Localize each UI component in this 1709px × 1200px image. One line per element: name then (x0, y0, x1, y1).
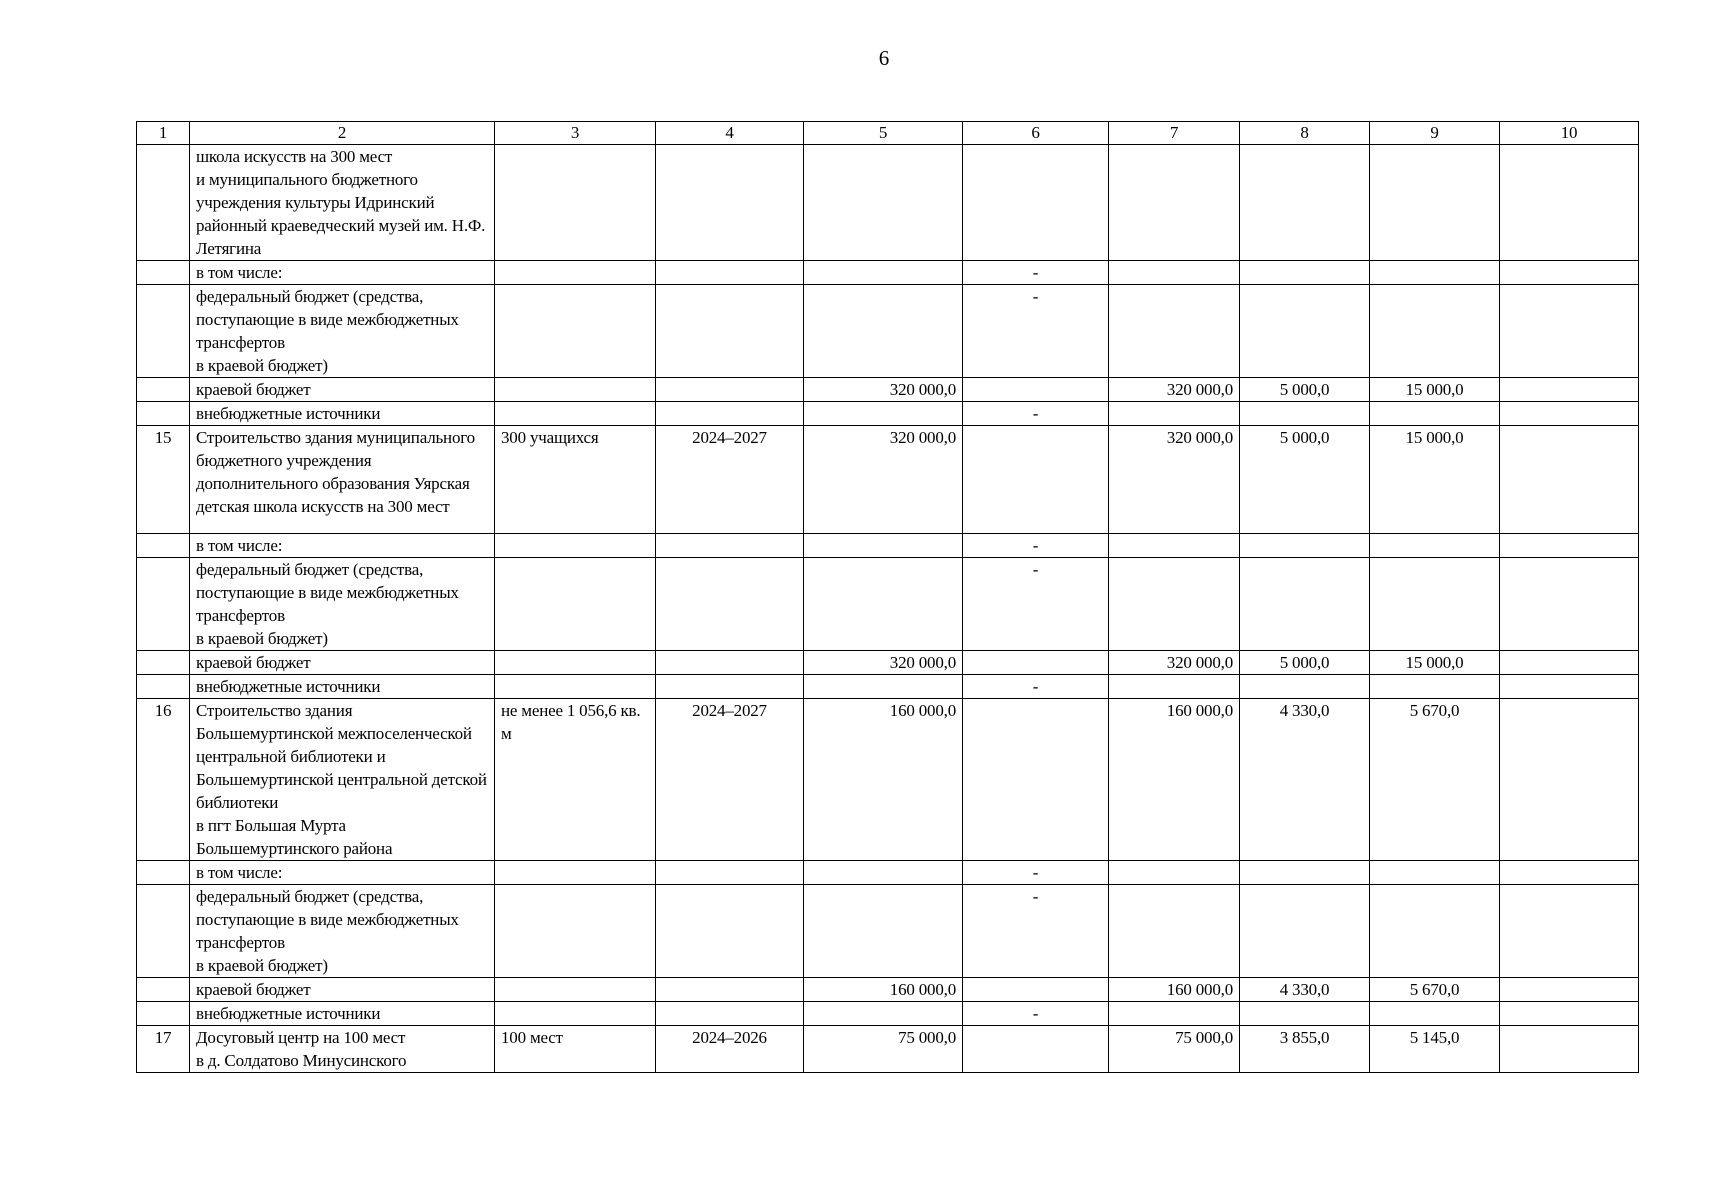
page-number: 6 (878, 46, 890, 70)
col9-cell (1370, 861, 1500, 885)
description-cell: внебюджетные источники (190, 402, 495, 426)
row-number-cell (137, 675, 190, 699)
capacity-cell (495, 885, 656, 978)
capacity-cell (495, 378, 656, 402)
description-cell: Строительство здания Большемуртинской межпоселенческой центральной библиотеки и Большемуртинской центральной детской библиотеки в пгт Большая Мурта Большемуртинского района (190, 699, 495, 861)
col8-cell: 4 330,0 (1240, 978, 1370, 1002)
capacity-cell (495, 558, 656, 651)
description-cell: федеральный бюджет (средства, поступающие в виде межбюджетных трансфертов в краевой бюджет) (190, 285, 495, 378)
col8-cell: 5 000,0 (1240, 378, 1370, 402)
col10-cell (1500, 861, 1639, 885)
col8-cell: 5 000,0 (1240, 651, 1370, 675)
col10-cell (1500, 1026, 1639, 1073)
column-header: 4 (656, 122, 804, 145)
capacity-cell (495, 861, 656, 885)
table-row (137, 651, 1639, 675)
period-cell (656, 378, 804, 402)
table-body (137, 145, 1639, 1073)
col6-cell (963, 378, 1109, 402)
capacity-cell (495, 978, 656, 1002)
description-cell: школа искусств на 300 мест и муниципального бюджетного учреждения культуры Идринский районный краеведческий музей им. Н.Ф. Летягина (190, 145, 495, 261)
period-cell (656, 402, 804, 426)
row-number-cell (137, 978, 190, 1002)
description-cell: краевой бюджет (190, 378, 495, 402)
col5-cell (804, 861, 963, 885)
col5-cell: 160 000,0 (804, 699, 963, 861)
period-cell: 2024–2027 (656, 699, 804, 861)
col7-cell: 160 000,0 (1109, 699, 1240, 861)
col10-cell (1500, 145, 1639, 261)
row-number-cell (137, 378, 190, 402)
col6-cell (963, 651, 1109, 675)
row-number-cell: 15 (137, 426, 190, 534)
col5-cell (804, 402, 963, 426)
col7-cell (1109, 885, 1240, 978)
row-number-cell (137, 534, 190, 558)
column-header: 3 (495, 122, 656, 145)
col9-cell: 15 000,0 (1370, 651, 1500, 675)
col6-cell: - (963, 261, 1109, 285)
col5-cell (804, 534, 963, 558)
col5-cell (804, 1002, 963, 1026)
header-row (137, 122, 1639, 145)
row-number-cell (137, 885, 190, 978)
row-number-cell (137, 558, 190, 651)
capacity-cell (495, 534, 656, 558)
col10-cell (1500, 558, 1639, 651)
row-number-cell: 17 (137, 1026, 190, 1073)
col6-cell: - (963, 402, 1109, 426)
period-cell (656, 1002, 804, 1026)
table-row (137, 285, 1639, 378)
col7-cell: 320 000,0 (1109, 426, 1240, 534)
row-number-cell: 16 (137, 699, 190, 861)
col8-cell (1240, 534, 1370, 558)
table-row (137, 426, 1639, 534)
col5-cell (804, 285, 963, 378)
col7-cell (1109, 861, 1240, 885)
col7-cell: 320 000,0 (1109, 651, 1240, 675)
col5-cell: 320 000,0 (804, 651, 963, 675)
col8-cell: 3 855,0 (1240, 1026, 1370, 1073)
col5-cell: 320 000,0 (804, 378, 963, 402)
col9-cell (1370, 1002, 1500, 1026)
col10-cell (1500, 285, 1639, 378)
description-cell: краевой бюджет (190, 651, 495, 675)
column-header: 10 (1500, 122, 1639, 145)
col9-cell (1370, 885, 1500, 978)
description-cell: в том числе: (190, 534, 495, 558)
col9-cell (1370, 558, 1500, 651)
table-row (137, 1002, 1639, 1026)
period-cell: 2024–2027 (656, 426, 804, 534)
column-header: 1 (137, 122, 190, 145)
col6-cell: - (963, 285, 1109, 378)
col7-cell (1109, 558, 1240, 651)
col8-cell (1240, 1002, 1370, 1026)
table-row (137, 675, 1639, 699)
table-row (137, 261, 1639, 285)
col7-cell (1109, 285, 1240, 378)
col6-cell (963, 426, 1109, 534)
col5-cell: 320 000,0 (804, 426, 963, 534)
period-cell (656, 675, 804, 699)
col5-cell (804, 558, 963, 651)
col8-cell (1240, 285, 1370, 378)
table-row (137, 534, 1639, 558)
col5-cell (804, 885, 963, 978)
row-number-cell (137, 145, 190, 261)
period-cell (656, 261, 804, 285)
period-cell (656, 285, 804, 378)
col5-cell (804, 261, 963, 285)
col8-cell (1240, 558, 1370, 651)
col10-cell (1500, 378, 1639, 402)
col10-cell (1500, 261, 1639, 285)
description-cell: в том числе: (190, 861, 495, 885)
col7-cell: 75 000,0 (1109, 1026, 1240, 1073)
capacity-cell (495, 675, 656, 699)
table-row (137, 885, 1639, 978)
table-row (137, 978, 1639, 1002)
col6-cell: - (963, 861, 1109, 885)
table-row (137, 378, 1639, 402)
col6-cell: - (963, 885, 1109, 978)
row-number-cell (137, 285, 190, 378)
col7-cell (1109, 534, 1240, 558)
col10-cell (1500, 699, 1639, 861)
col9-cell: 15 000,0 (1370, 426, 1500, 534)
description-cell: внебюджетные источники (190, 1002, 495, 1026)
column-header: 2 (190, 122, 495, 145)
row-number-cell (137, 651, 190, 675)
col9-cell: 15 000,0 (1370, 378, 1500, 402)
row-number-cell (137, 402, 190, 426)
col9-cell (1370, 402, 1500, 426)
description-cell: в том числе: (190, 261, 495, 285)
col5-cell (804, 675, 963, 699)
col8-cell (1240, 145, 1370, 261)
description-cell: краевой бюджет (190, 978, 495, 1002)
description-cell: внебюджетные источники (190, 675, 495, 699)
col10-cell (1500, 651, 1639, 675)
description-cell: федеральный бюджет (средства, поступающие в виде межбюджетных трансфертов в краевой бюджет) (190, 885, 495, 978)
capacity-cell (495, 261, 656, 285)
col8-cell (1240, 402, 1370, 426)
table-row (137, 558, 1639, 651)
col10-cell (1500, 534, 1639, 558)
period-cell (656, 534, 804, 558)
period-cell (656, 558, 804, 651)
col8-cell (1240, 861, 1370, 885)
col7-cell: 160 000,0 (1109, 978, 1240, 1002)
col6-cell: - (963, 558, 1109, 651)
capacity-cell (495, 145, 656, 261)
col8-cell (1240, 261, 1370, 285)
row-number-cell (137, 1002, 190, 1026)
col8-cell (1240, 675, 1370, 699)
capacity-cell: не менее 1 056,6 кв. м (495, 699, 656, 861)
col6-cell (963, 145, 1109, 261)
col6-cell (963, 1026, 1109, 1073)
column-header: 8 (1240, 122, 1370, 145)
col10-cell (1500, 402, 1639, 426)
col10-cell (1500, 426, 1639, 534)
row-number-cell (137, 861, 190, 885)
col7-cell (1109, 402, 1240, 426)
capacity-cell (495, 1002, 656, 1026)
capacity-cell: 300 учащихся (495, 426, 656, 534)
period-cell: 2024–2026 (656, 1026, 804, 1073)
col9-cell (1370, 285, 1500, 378)
period-cell (656, 651, 804, 675)
period-cell (656, 978, 804, 1002)
capacity-cell (495, 402, 656, 426)
col7-cell (1109, 145, 1240, 261)
column-header: 7 (1109, 122, 1240, 145)
capacity-cell (495, 285, 656, 378)
row-number-cell (137, 261, 190, 285)
column-header: 5 (804, 122, 963, 145)
col9-cell: 5 145,0 (1370, 1026, 1500, 1073)
capacity-cell (495, 651, 656, 675)
col6-cell (963, 978, 1109, 1002)
col7-cell (1109, 1002, 1240, 1026)
col8-cell: 4 330,0 (1240, 699, 1370, 861)
description-cell: федеральный бюджет (средства, поступающие в виде межбюджетных трансфертов в краевой бюджет) (190, 558, 495, 651)
col7-cell: 320 000,0 (1109, 378, 1240, 402)
table-row (137, 1026, 1639, 1073)
col5-cell (804, 145, 963, 261)
col7-cell (1109, 675, 1240, 699)
table-row (137, 699, 1639, 861)
col10-cell (1500, 675, 1639, 699)
budget-table (136, 121, 1639, 1073)
col9-cell: 5 670,0 (1370, 699, 1500, 861)
col9-cell (1370, 261, 1500, 285)
description-cell: Строительство здания муниципального бюджетного учреждения дополнительного образования Уярская детская школа искусств на 300 мест (190, 426, 495, 534)
col8-cell: 5 000,0 (1240, 426, 1370, 534)
col9-cell (1370, 534, 1500, 558)
col7-cell (1109, 261, 1240, 285)
col8-cell (1240, 885, 1370, 978)
col6-cell: - (963, 675, 1109, 699)
description-cell: Досуговый центр на 100 мест в д. Солдатово Минусинского (190, 1026, 495, 1073)
col5-cell: 75 000,0 (804, 1026, 963, 1073)
column-header: 6 (963, 122, 1109, 145)
col10-cell (1500, 978, 1639, 1002)
col10-cell (1500, 1002, 1639, 1026)
col10-cell (1500, 885, 1639, 978)
col5-cell: 160 000,0 (804, 978, 963, 1002)
col6-cell (963, 699, 1109, 861)
period-cell (656, 145, 804, 261)
col9-cell: 5 670,0 (1370, 978, 1500, 1002)
column-header: 9 (1370, 122, 1500, 145)
capacity-cell: 100 мест (495, 1026, 656, 1073)
col9-cell (1370, 675, 1500, 699)
period-cell (656, 885, 804, 978)
col6-cell: - (963, 1002, 1109, 1026)
col6-cell: - (963, 534, 1109, 558)
table-row (137, 402, 1639, 426)
table-row (137, 861, 1639, 885)
col9-cell (1370, 145, 1500, 261)
table-row (137, 145, 1639, 261)
period-cell (656, 861, 804, 885)
